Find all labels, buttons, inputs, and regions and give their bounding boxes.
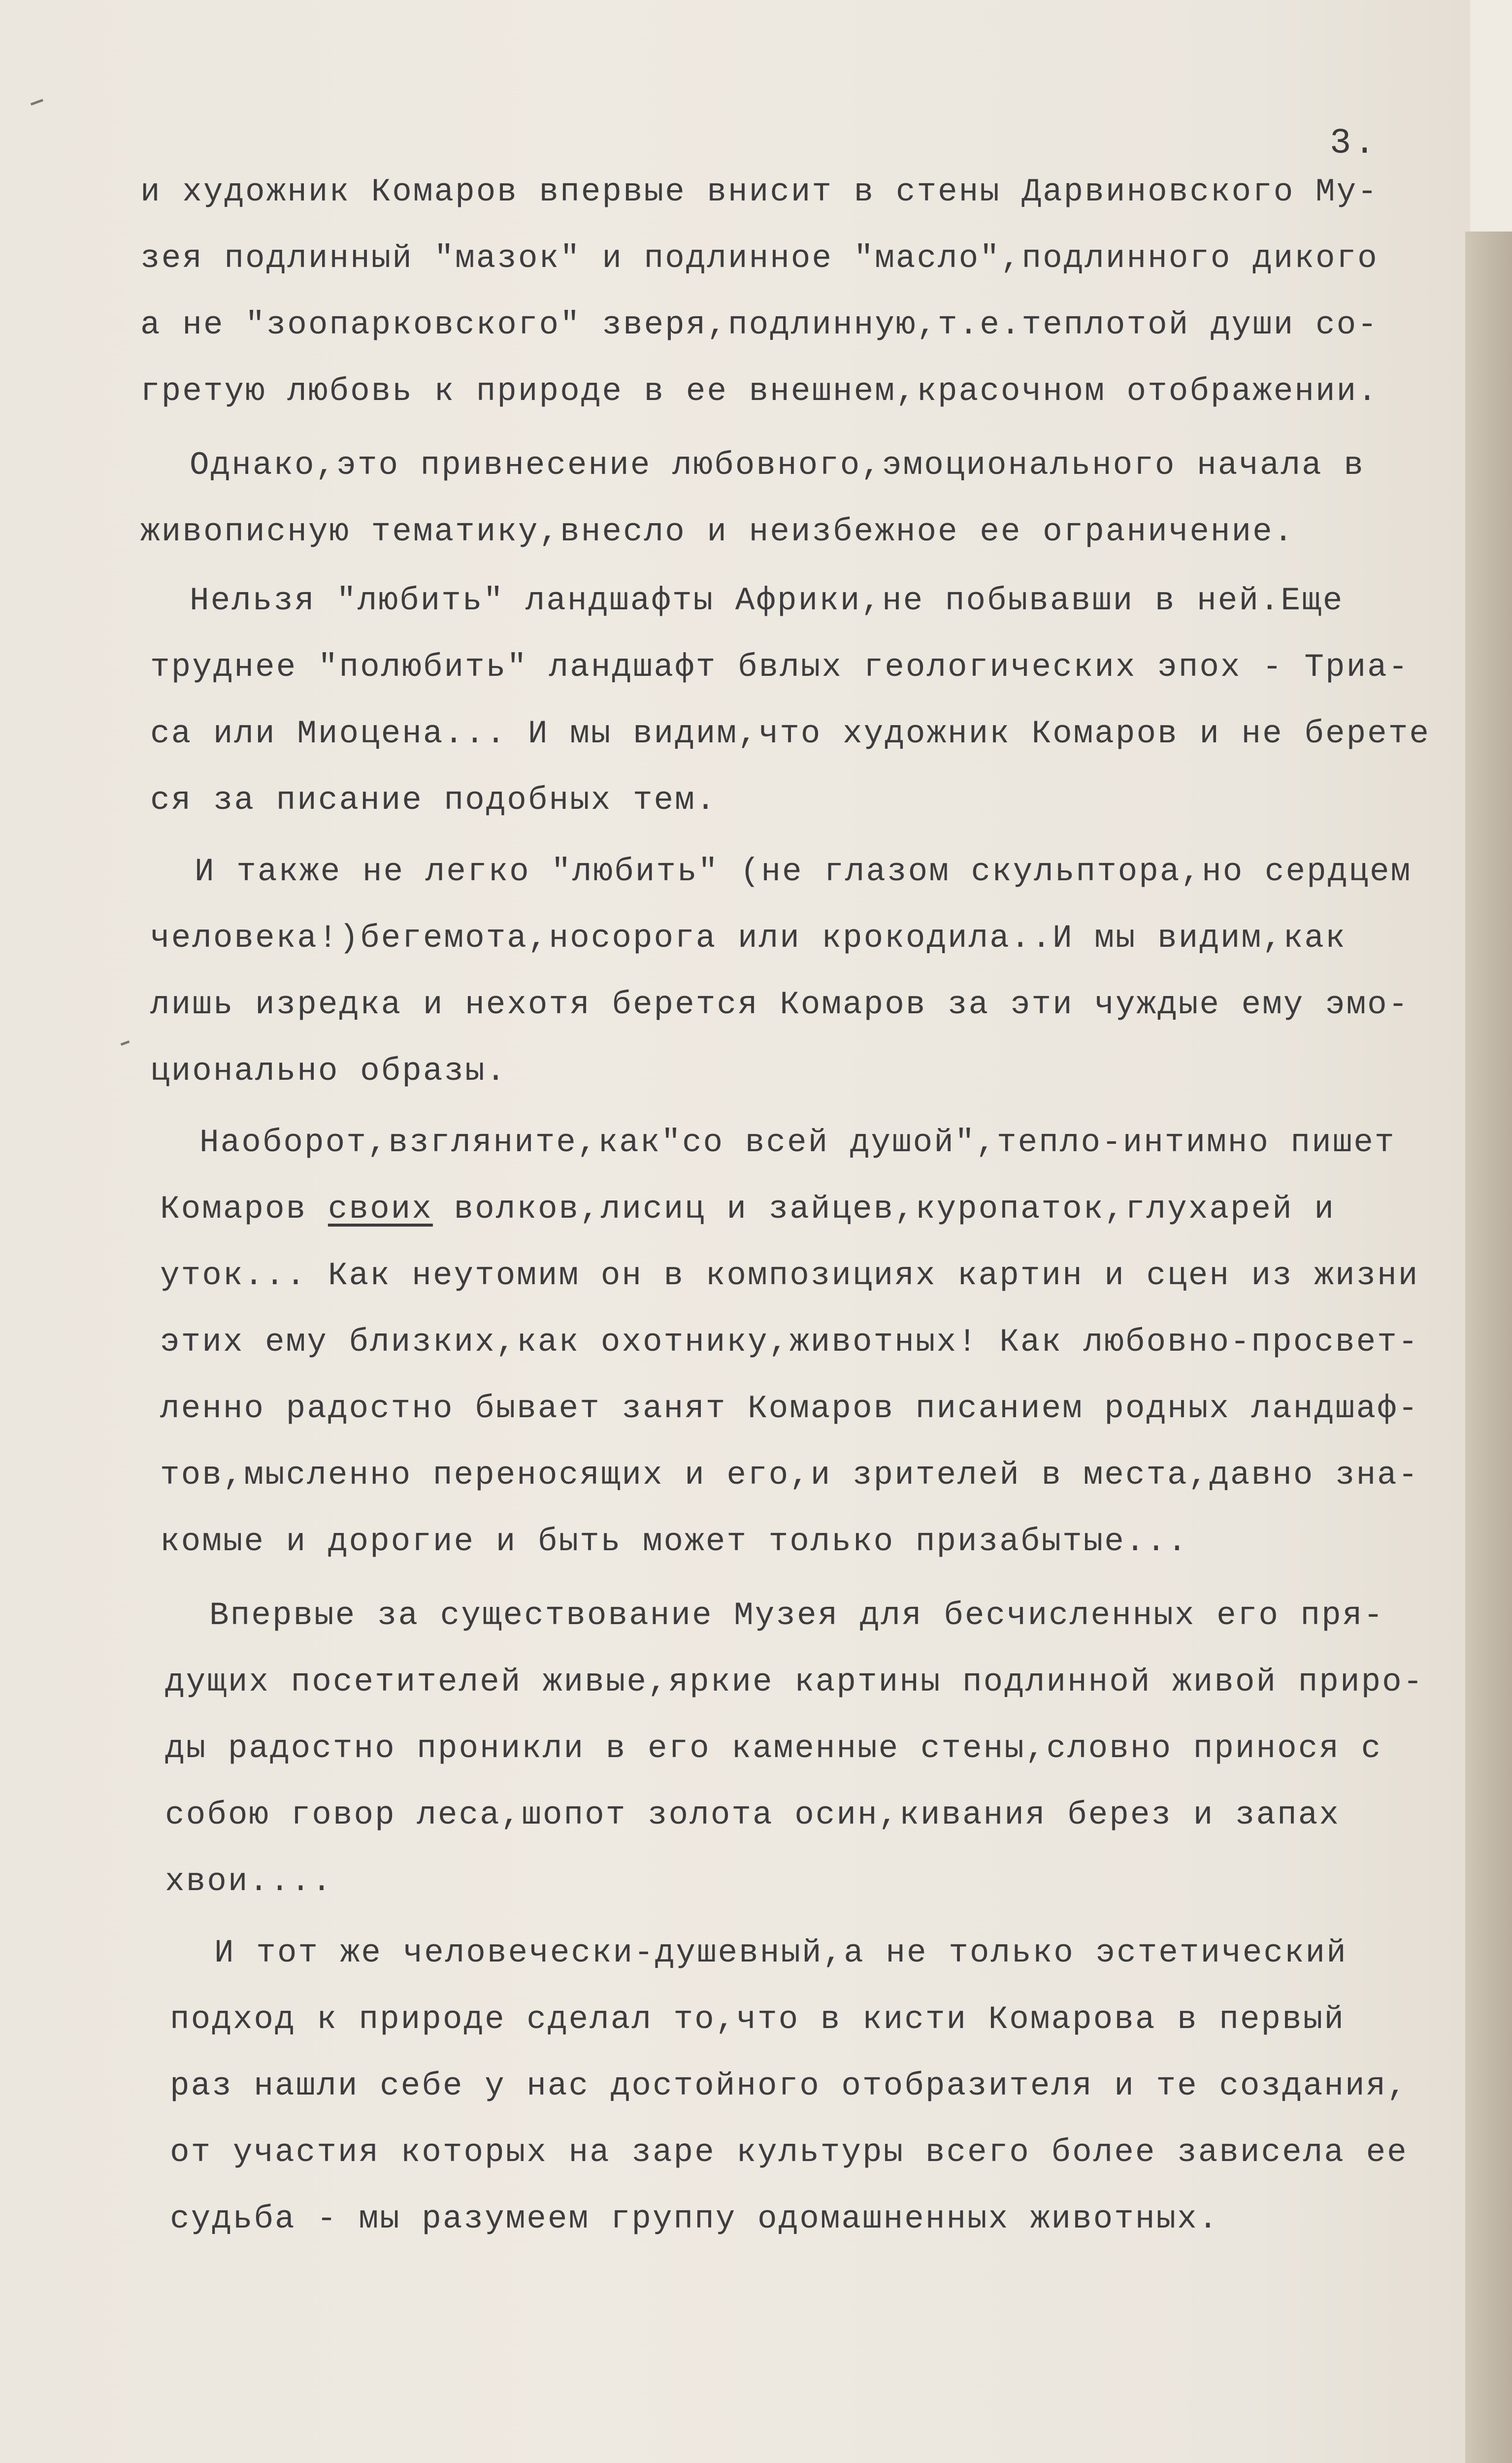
text-line: Впервые за существование Музея для бесчисленных его пря-: [209, 1597, 1384, 1634]
text-line: судьба - мы разумеем группу одомашненных животных.: [170, 2200, 1219, 2237]
text-line: тов,мысленно переносящих и его,и зрителей в места,давно зна-: [160, 1457, 1419, 1494]
underlined-word: своих: [328, 1191, 433, 1228]
text-line: ленно радостно бывает занят Комаров писанием родных ландшаф-: [160, 1390, 1419, 1427]
text-line: уток... Как неутомим он в композициях картин и сцен из жизни: [160, 1257, 1419, 1294]
text-line: И также не легко "любить" (не глазом скульптора,но сердцем: [195, 853, 1412, 890]
text-line: ся за писание подобных тем.: [150, 782, 717, 819]
page-number: 3.: [1330, 123, 1379, 164]
text-line: зея подлинный "мазок" и подлинное "масло",подлинного дикого: [140, 240, 1379, 277]
text-line: лишь изредка и нехотя берется Комаров за эти чуждые ему эмо-: [150, 986, 1410, 1023]
text-line: комые и дорогие и быть может только призабытые...: [160, 1523, 1188, 1560]
text-line: человека!)бегемота,носорога или крокодила..И мы видим,как: [150, 920, 1347, 957]
text-line: ционально образы.: [150, 1053, 507, 1090]
text-line: [160, 1190, 1335, 1229]
page-corner: [1470, 0, 1512, 232]
text-line: Однако,это привнесение любовного,эмоционального начала в: [190, 447, 1365, 484]
text-line: живописную тематику,внесло и неизбежное ее ограничение.: [140, 513, 1295, 550]
underlying-page-edge: [1465, 232, 1512, 2463]
text-line: от участия которых на заре культуры всего более зависела ее: [170, 2134, 1408, 2171]
text-line: раз нашли себе у нас достойного отобразителя и те создания,: [170, 2067, 1408, 2104]
text-line: са или Миоцена... И мы видим,что художник Комаров и не берете: [150, 715, 1430, 752]
text-line: Наоборот,взгляните,как"со всей душой",тепло-интимно пишет: [199, 1124, 1396, 1161]
text-line: а не "зоопарковского" зверя,подлинную,т.е.теплотой души со-: [140, 306, 1379, 343]
text-fragment: волков,лисиц и зайцев,куропаток,глухарей и: [432, 1191, 1335, 1228]
text-line: труднее "полюбить" ландшафт бвлых геологических эпох - Триа-: [150, 649, 1410, 686]
text-line: Нельзя "любить" ландшафты Африки,не побывавши в ней.Еще: [190, 582, 1344, 619]
paper-speck: [31, 99, 43, 106]
text-line: И тот же человечески-душевный,а не только эстетический: [214, 1934, 1348, 1971]
text-line: дущих посетителей живые,яркие картины подлинной живой приро-: [165, 1664, 1424, 1700]
text-line: и художник Комаров впервые внисит в стены Дарвиновского Му-: [140, 173, 1379, 210]
text-line: подход к природе сделал то,что в кисти Комарова в первый: [170, 2001, 1345, 2038]
text-line: ды радостно проникли в его каменные стены,словно принося с: [165, 1730, 1382, 1767]
text-fragment: Комаров: [160, 1191, 328, 1228]
paper-speck: [121, 1040, 130, 1046]
text-line: собою говор леса,шопот золота осин,кивания берез и запах: [165, 1797, 1340, 1833]
text-line: гретую любовь к природе в ее внешнем,красочном отображении.: [140, 373, 1379, 410]
text-line: этих ему близких,как охотнику,животных! Как любовно-просвет-: [160, 1324, 1419, 1361]
text-line: хвои....: [165, 1863, 333, 1900]
